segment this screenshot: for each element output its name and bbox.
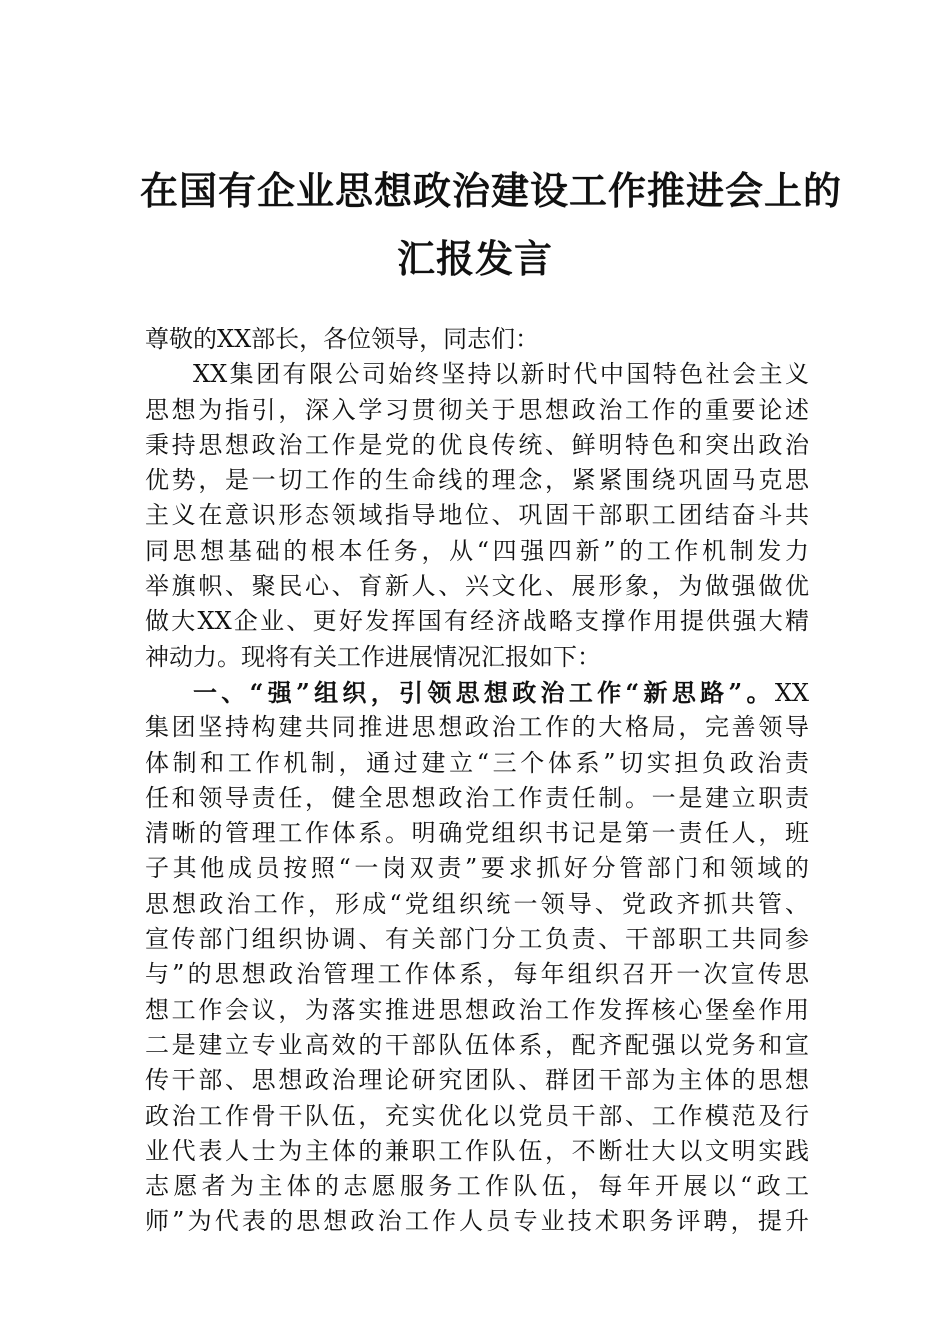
paragraph-line: XX集团有限公司始终坚持以新时代中国特色社会主义 (193, 360, 809, 389)
paragraph-line: 体制和工作机制，通过建立“三个体系”切实担负政治责 (145, 748, 809, 777)
paragraph-line: 与”的思想政治管理工作体系，每年组织召开一次宣传思 (145, 960, 809, 989)
paragraph-line: 清晰的管理工作体系。明确党组织书记是第一责任人，班 (145, 819, 809, 848)
paragraph-line: 二是建立专业高效的干部队伍体系，配齐配强以党务和宣 (145, 1030, 809, 1059)
paragraph-line: 传干部、思想政治理论研究团队、群团干部为主体的思想 (145, 1066, 809, 1095)
paragraph-line: 任和领导责任，健全思想政治工作责任制。一是建立职责 (145, 783, 809, 812)
paragraph-line: 举旗帜、聚民心、育新人、兴文化、展形象，为做强做优 (145, 572, 809, 601)
paragraph-line: 想工作会议，为落实推进思想政治工作发挥核心堡垒作用 (145, 995, 809, 1024)
paragraph-line: 子其他成员按照“一岗双责”要求抓好分管部门和领域的 (145, 854, 809, 883)
paragraph-line: 同思想基础的根本任务，从“四强四新”的工作机制发力 (145, 536, 809, 565)
document-title-line-1: 在国有企业思想政治建设工作推进会上的 (140, 168, 843, 213)
paragraph-line: 思想政治工作，形成“党组织统一领导、党政齐抓共管、 (145, 889, 809, 918)
section-heading: 一、“强”组织，引领思想政治工作“新思路”。 (193, 677, 775, 707)
paragraph-line: 师”为代表的思想政治工作人员专业技术职务评聘，提升 (145, 1207, 809, 1236)
paragraph-line: 集团坚持构建共同推进思想政治工作的大格局，完善领导 (145, 713, 809, 742)
paragraph-line: 神动力。现将有关工作进展情况汇报如下： (145, 642, 601, 671)
paragraph-line: 宣传部门组织协调、有关部门分工负责、干部职工共同参 (145, 925, 809, 954)
section-heading-line (145, 675, 809, 710)
paragraph-line: 做大XX企业、更好发挥国有经济战略支撑作用提供强大精 (145, 607, 809, 636)
document-body (145, 322, 809, 1240)
paragraph-line: 思想为指引，深入学习贯彻关于思想政治工作的重要论述 (145, 395, 809, 424)
paragraph-line: 主义在意识形态领域指导地位、巩固干部职工团结奋斗共 (145, 501, 809, 530)
document-title-line-2: 汇报发言 (396, 236, 553, 281)
section-heading-tail: XX (774, 678, 809, 707)
paragraph-line: 秉持思想政治工作是党的优良传统、鲜明特色和突出政治 (145, 430, 809, 459)
paragraph-line: 政治工作骨干队伍，充实优化以党员干部、工作模范及行 (145, 1101, 809, 1130)
paragraph-line: 志愿者为主体的志愿服务工作队伍，每年开展以“政工 (145, 1172, 809, 1201)
salutation: 尊敬的XX部长，各位领导，同志们： (145, 325, 540, 353)
paragraph-line: 业代表人士为主体的兼职工作队伍，不断壮大以文明实践 (145, 1136, 809, 1165)
paragraph-line: 优势，是一切工作的生命线的理念，紧紧围绕巩固马克思 (145, 466, 809, 495)
